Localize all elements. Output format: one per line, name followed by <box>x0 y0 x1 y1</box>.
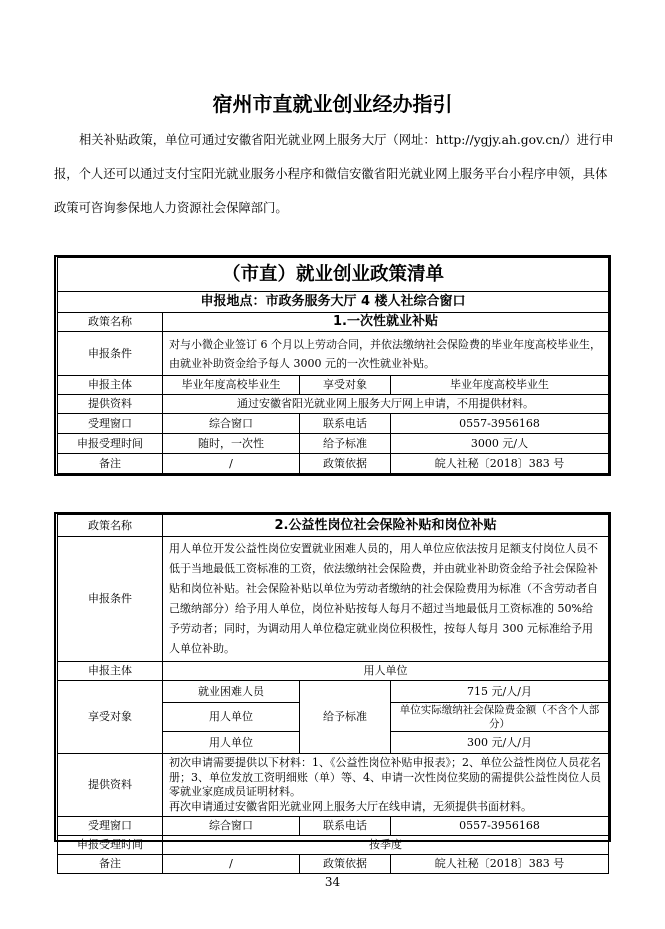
table2-materials <box>163 754 609 817</box>
label-beneficiary: 享受对象 <box>58 681 163 754</box>
page-number: 34 <box>324 875 341 889</box>
label-standard: 给予标准 <box>300 681 391 754</box>
table2-beneficiary-who: 用人单位 <box>163 703 300 732</box>
table2-basis: 皖人社秘〔2018〕383 号 <box>391 855 609 874</box>
label-policy-name: 政策名称 <box>58 515 163 537</box>
table1-phone: 0557-3956168 <box>391 414 609 434</box>
label-subject: 申报主体 <box>58 662 163 681</box>
label-materials: 提供资料 <box>58 395 163 414</box>
table2-window: 综合窗口 <box>163 817 300 836</box>
table2-materials-repeat: 再次申请通过安徽省阳光就业网上服务大厅在线申请，无须提供书面材料。 <box>169 799 532 813</box>
table1-standard: 3000 元/人 <box>391 434 609 454</box>
page-title: 宿州市直就业创业经办指引 <box>212 92 453 116</box>
table1-time: 随时，一次性 <box>163 434 300 454</box>
label-subject: 申报主体 <box>58 376 163 395</box>
table2-time: 按季度 <box>163 836 609 855</box>
table2-notes: / <box>163 855 300 874</box>
label-time: 申报受理时间 <box>58 434 163 454</box>
policy-table-2 <box>57 514 609 874</box>
intro-paragraph: 相关补贴政策，单位可通过安徽省阳光就业网上服务大厅（网址：http://ygjy.ah.gov.cn/）进行申报，个人还可以通过支付宝阳光就业服务小程序和微信安徽省阳光就业网上服务平台小程序申领，具体政策可咨询参保地人力资源社会保障部门。 <box>54 133 614 215</box>
label-notes: 备注 <box>58 855 163 874</box>
table1-location: 申报地点：市政务服务大厅 4 楼人社综合窗口 <box>58 292 609 313</box>
table2-phone: 0557-3956168 <box>391 817 609 836</box>
table2-beneficiary-who: 就业困难人员 <box>163 681 300 703</box>
label-beneficiary: 享受对象 <box>300 376 391 395</box>
table1-subject: 毕业年度高校毕业生 <box>163 376 300 395</box>
label-standard: 给予标准 <box>300 434 391 454</box>
table2-beneficiary-amount: 715 元/人/月 <box>391 681 609 703</box>
table2-beneficiary-who: 用人单位 <box>163 732 300 754</box>
table2-materials-initial: 初次申请需要提供以下材料：1、《公益性岗位补贴申报表》；2、单位公益性岗位人员花名册；3、单位发放工资明细账（单）等、4、申请一次性岗位奖励的需提供公益性岗位人员零就业家庭成员证明材料。 <box>169 756 601 798</box>
table2-subject: 用人单位 <box>163 662 609 681</box>
table1-notes: / <box>163 454 300 474</box>
label-policy-name: 政策名称 <box>58 313 163 332</box>
label-window: 受理窗口 <box>58 817 163 836</box>
table1-title: （市直）就业创业政策清单 <box>58 258 609 292</box>
table2-beneficiary-amount: 单位实际缴纳社会保险费金额（不含个人部分） <box>391 703 609 732</box>
table1-beneficiary: 毕业年度高校毕业生 <box>391 376 609 395</box>
table1-basis: 皖人社秘〔2018〕383 号 <box>391 454 609 474</box>
table1-policy: 1.一次性就业补贴 <box>163 313 609 332</box>
label-basis: 政策依据 <box>300 454 391 474</box>
label-conditions: 申报条件 <box>58 537 163 662</box>
policy-table-1 <box>57 257 609 474</box>
table2-policy: 2.公益性岗位社会保险补贴和岗位补贴 <box>163 515 609 537</box>
label-conditions: 申报条件 <box>58 332 163 376</box>
label-notes: 备注 <box>58 454 163 474</box>
label-window: 受理窗口 <box>58 414 163 434</box>
label-phone: 联系电话 <box>300 414 391 434</box>
label-materials: 提供资料 <box>58 754 163 817</box>
table1-conditions: 对与小微企业签订 6 个月以上劳动合同，并依法缴纳社会保险费的毕业年度高校毕业生，由就业补助资金给予每人 3000 元的一次性就业补贴。 <box>163 332 609 376</box>
table2-conditions: 用人单位开发公益性岗位安置就业困难人员的，用人单位应依法按月足额支付岗位人员不低于当地最低工资标准的工资，依法缴纳社会保险费，并由就业补助资金给予社会保险补贴和岗位补贴。社会保险补贴以单位为劳动者缴纳的社会保险费用为标准（不含劳动者自己缴纳部分）给予用人单位，岗位补贴按每人每月不超过当地最低月工资标准的 50%给予劳动者；同时，为调动用人单位稳定就业岗位积极性，按每人每月 300 元标准给予用人单位补助。 <box>163 537 609 662</box>
label-time: 申报受理时间 <box>58 836 163 855</box>
label-basis: 政策依据 <box>300 855 391 874</box>
label-phone: 联系电话 <box>300 817 391 836</box>
table2-beneficiary-amount: 300 元/人/月 <box>391 732 609 754</box>
table1-window: 综合窗口 <box>163 414 300 434</box>
table1-materials: 通过安徽省阳光就业网上服务大厅网上申请，不用提供材料。 <box>163 395 609 414</box>
